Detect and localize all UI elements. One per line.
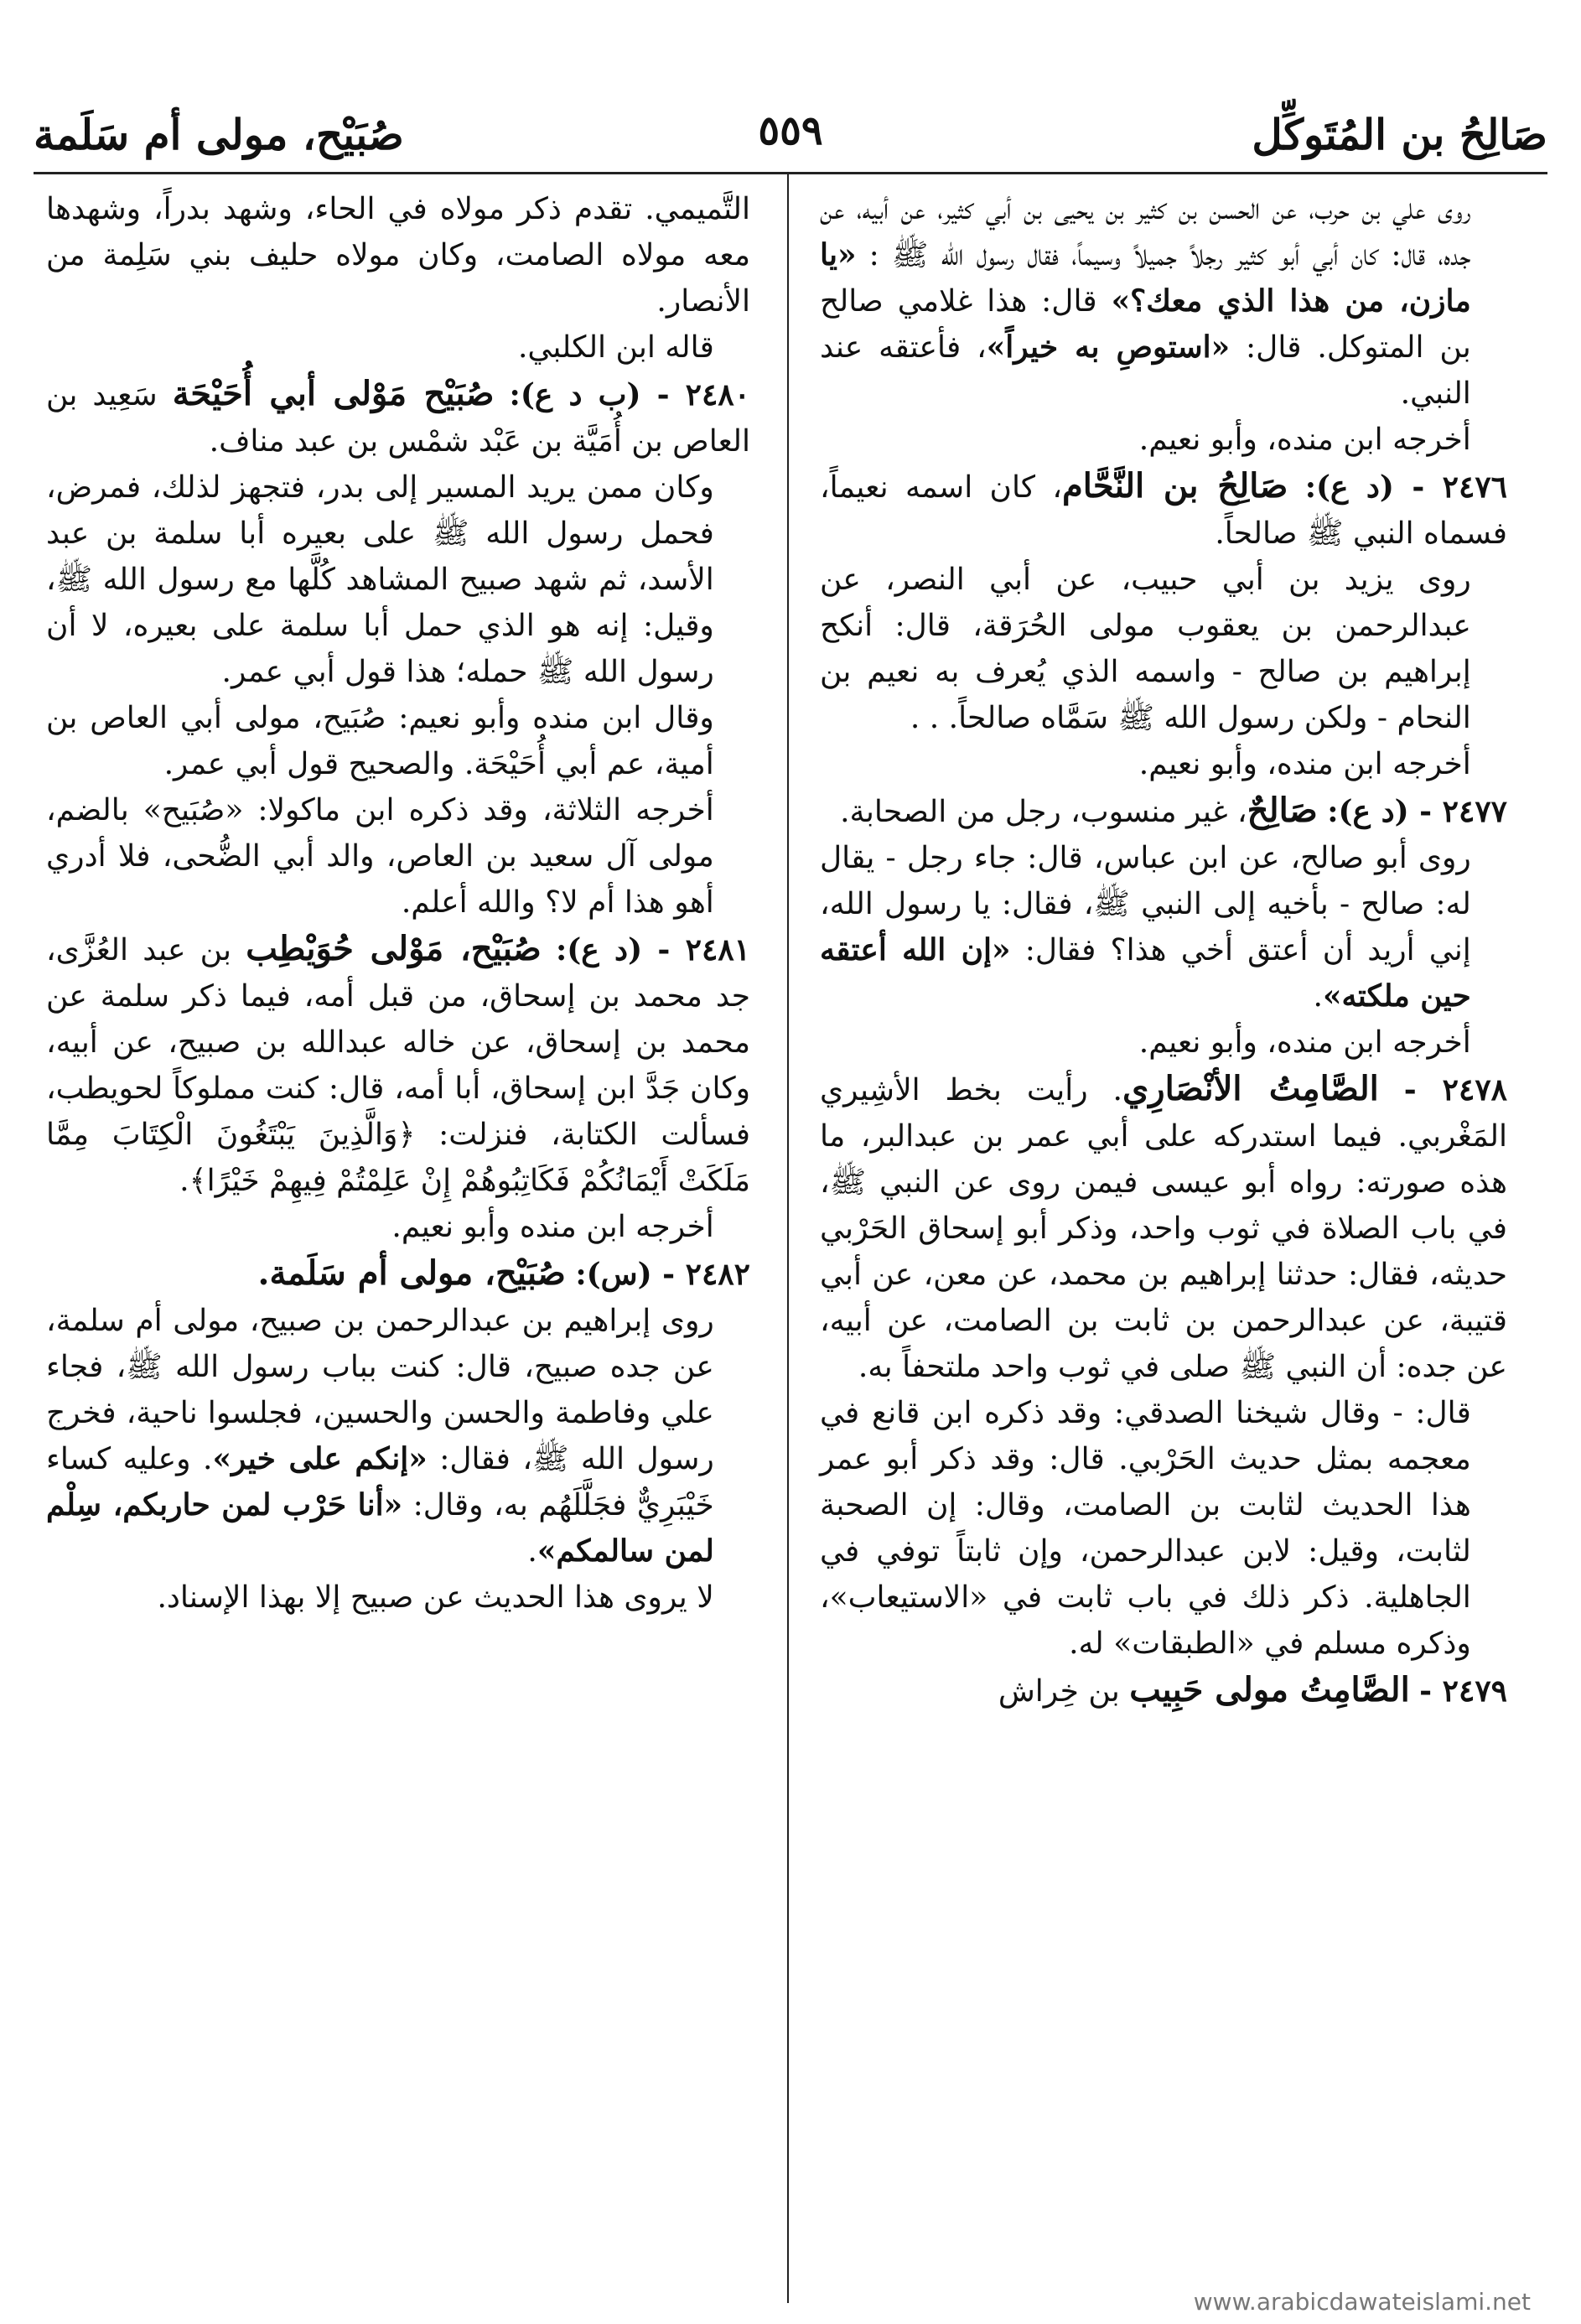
page-number: ٥٥٩ [758,107,823,154]
paragraph: روى يزيد بن أبي حبيب، عن أبي النصر، عن عبدالرحمن بن يعقوب مولى الحُرَقة، قال: أنكح إبراهيم بن صالح - واسمه الذي يُعرف به نعيم بن النحام - ولكن رسول الله ﷺ سَمَّاه صالحاً. . . [820,563,1471,735]
hadith-quote: «استوصِ به خيراً» [986,329,1231,365]
paragraph: أخرجه ابن منده وأبو نعيم. [391,1210,714,1244]
right-column [820,186,1507,1714]
entry-2480: ٢٤٨٠ - (ب د ع): صُبَيْح مَوْلى أبي أُحَيْحَة سَعِيد بن العاص بن أُمَيَّة بن عَبْد شمْس بن عبد مناف. [46,374,750,459]
paragraph: أخرجه ابن منده، وأبو نعيم. [1138,1025,1471,1060]
entry-number: ٢٤٧٨ - [1403,1072,1507,1108]
hadith-quote: «أنا حَرْب لمن حاربكم، سِلْم لمن سالمكم» [46,1487,714,1569]
paragraph: أخرجه ابن منده، وأبو نعيم. [1138,423,1471,457]
paragraph: التَّميمي. تقدم ذكر مولاه في الحاء، وشهد بدراً، وشهدها معه مولاه الصامت، وكان مولاه حليف بني سَلِمة من الأنصار. [46,192,750,319]
hadith-quote: «يا مازن، من هذا الذي معك؟» [820,237,1471,319]
hadith-quote: «إن الله أعتقه حين ملكته» [820,932,1471,1014]
paragraph: روى إبراهيم بن عبدالرحمن بن صبيح، مولى أم سلمة، عن جده صبيح، قال: كنت بباب رسول الله ﷺ، فجاء علي وفاطمة والحسن والحسين، فجلسوا ناحية، فخرج رسول الله ﷺ، فقال: «إنكم على خير». وعليه كساء خَيْبَرِيٌّ فجَلَّلَهُم به، وقال: «أنا حَرْب لمن حاربكم، سِلْم لمن سالمكم». [46,1304,714,1569]
entry-name: الصَّامِتُ الأنْصَارِي [1122,1069,1379,1108]
watermark: www.arabicdawateislami.net [1193,2288,1531,2316]
entry-name: صَالِحٌ [1247,791,1318,830]
header-rule [34,172,1547,174]
paragraph: روى أبو صالح، عن ابن عباس، قال: جاء رجل - يقال له: صالح - بأخيه إلى النبي ﷺ، فقال: يا رسول الله، إني أريد أن أعتق أخي هذا؟ فقال: «إن الله أعتقه حين ملكته». [820,841,1471,1014]
paragraph: قاله ابن الكلبي. [517,330,714,365]
hadith-quote: «إنكم على خير» [212,1441,428,1476]
entry-number: ٢٤٧٧ - (د ع): [1327,794,1507,829]
entry-number: ٢٤٨١ - (د ع): [555,932,750,967]
paragraph: وقال ابن منده وأبو نعيم: صُبَيح، مولى أبي العاص بن أمية، عم أبي أُحَيْحَة. والصحيح قول أبي عمر. [46,701,714,781]
paragraph: أخرجه الثلاثة، وقد ذكره ابن ماكولا: «صُبَيح» بالضم، مولى آل سعيد بن العاص، والد أبي الضُّحى، فلا أدري أهو هذا أم لا؟ والله أعلم. [46,793,714,920]
entry-name: صُبَيْح مَوْلى أبي أُحَيْحَة [172,374,495,413]
entry-2481: ٢٤٨١ - (د ع): صُبَيْح، مَوْلى حُوَيْطِب بن عبد العُزَّى، جد محمد بن إسحاق، من قبل أمه، فيما ذكر سلمة عن محمد بن إسحاق، عن خاله عبدالله بن صبيح، عن أبيه، وكان جَدَّ ابن إسحاق، أبا أمه، قال: كنت مملوكاً لحويطب، فسألت الكتابة، فنزلت: ﴿وَالَّذِينَ يَبْتَغُونَ الْكِتَابَ مِمَّا مَلَكَتْ أَيْمَانُكُمْ فَكَاتِبُوهُمْ إِنْ عَلِمْتُمْ فِيهِمْ خَيْرًا﴾. [46,929,750,1198]
entry-number: ٢٤٧٦ - (د ع): [1304,469,1507,505]
header-right-title: صَالِحُ بن المُتَوكِّل [1252,110,1547,159]
paragraph: وكان ممن يريد المسير إلى بدر، فتجهز لذلك، فمرض، فحمل رسول الله ﷺ على بعيره أبا سلمة بن عبد الأسد، ثم شهد صبيح المشاهد كُلَّها مع رسول الله ﷺ، وقيل: إنه هو الذي حمل أبا سلمة على بعيره، لا أن رسول الله ﷺ حمله؛ هذا قول أبي عمر. [46,470,714,689]
entry-2476: ٢٤٧٦ - (د ع): صَالِحُ بن النَّحَّام، كان اسمه نعيماً، فسماه النبي ﷺ صالحاً. [820,466,1507,551]
paragraph: قال: - وقال شيخنا الصدقي: وقد ذكره ابن قانع في معجمه بمثل حديث الحَرْبي. قال: وقد ذكر أبو عمر هذا الحديث لثابت بن الصامت، وقال: إن الصحبة لثابت، وقيل: لابن عبدالرحمن، وإن ثابتاً توفي في الجاهلية. ذكر ذلك في باب ثابت في «الاستيعاب»، وذكره مسلم في «الطبقات» له. [820,1396,1471,1661]
left-column [46,186,750,1621]
entry-2482 [46,1250,750,1298]
header-left-title: صُبَيْح، مولى أم سَلَمة [34,110,404,159]
entry-2479: ٢٤٧٩ - الصَّامِتُ مولى حَبِيب بن خِراش [998,1670,1507,1709]
page-header [34,92,1547,159]
entry-number: ٢٤٨٢ - (س): [575,1257,750,1292]
entry-2478: ٢٤٧٨ - الصَّامِتُ الأنْصَارِي. رأيت بخط الأشِيري المَغْربي. فيما استدركه على أبي عمر بن عبدالبر، ما هذه صورته: رواه أبو عيسى فيمن روى عن النبي ﷺ، في باب الصلاة في ثوب واحد، وذكر أبو إسحاق الحَرْبي حديثه، فقال: حدثنا إبراهيم بن محمد، عن معن، عن أبي قتيبة، عن عبدالرحمن بن ثابت بن الصامت، عن أبيه، عن جده: أن النبي ﷺ صلى في ثوب واحد ملتحفاً به. [820,1069,1507,1384]
column-divider [787,174,789,2303]
entry-name: الصَّامِتُ مولى حَبِيب [1129,1670,1410,1709]
entry-name: صُبَيْح، مَوْلى حُوَيْطِب [246,929,542,968]
entry-2477: ٢٤٧٧ - (د ع): صَالِحٌ، غير منسوب، رجل من الصحابة. [840,791,1507,830]
entry-name: صُبَيْح، مولى أم سَلَمة. [257,1253,566,1293]
entry-number: ٢٤٧٩ - [1419,1673,1507,1709]
entry-name: صَالِحُ بن النَّحَّام [1061,466,1288,506]
entry-number: ٢٤٨٠ - (ب د ع): [509,377,750,412]
paragraph: أخرجه ابن منده، وأبو نعيم. [1138,747,1471,781]
paragraph: روى علي بن حرب، عن الحسن بن كثير بن يحيى بن أبي كثير، عن أبيه، عن جده، قال: كان أبي أبو كثير رجلاً جميلاً وسيماً، فقال رسول الله ﷺ : «يا مازن، من هذا الذي معك؟» قال: هذا غلامي صالح بن المتوكل. قال: «استوصِ به خيراً»، فأعتقه عند النبي. [820,192,1471,411]
paragraph: لا يروى هذا الحديث عن صبيح إلا بهذا الإسناد. [157,1580,714,1615]
